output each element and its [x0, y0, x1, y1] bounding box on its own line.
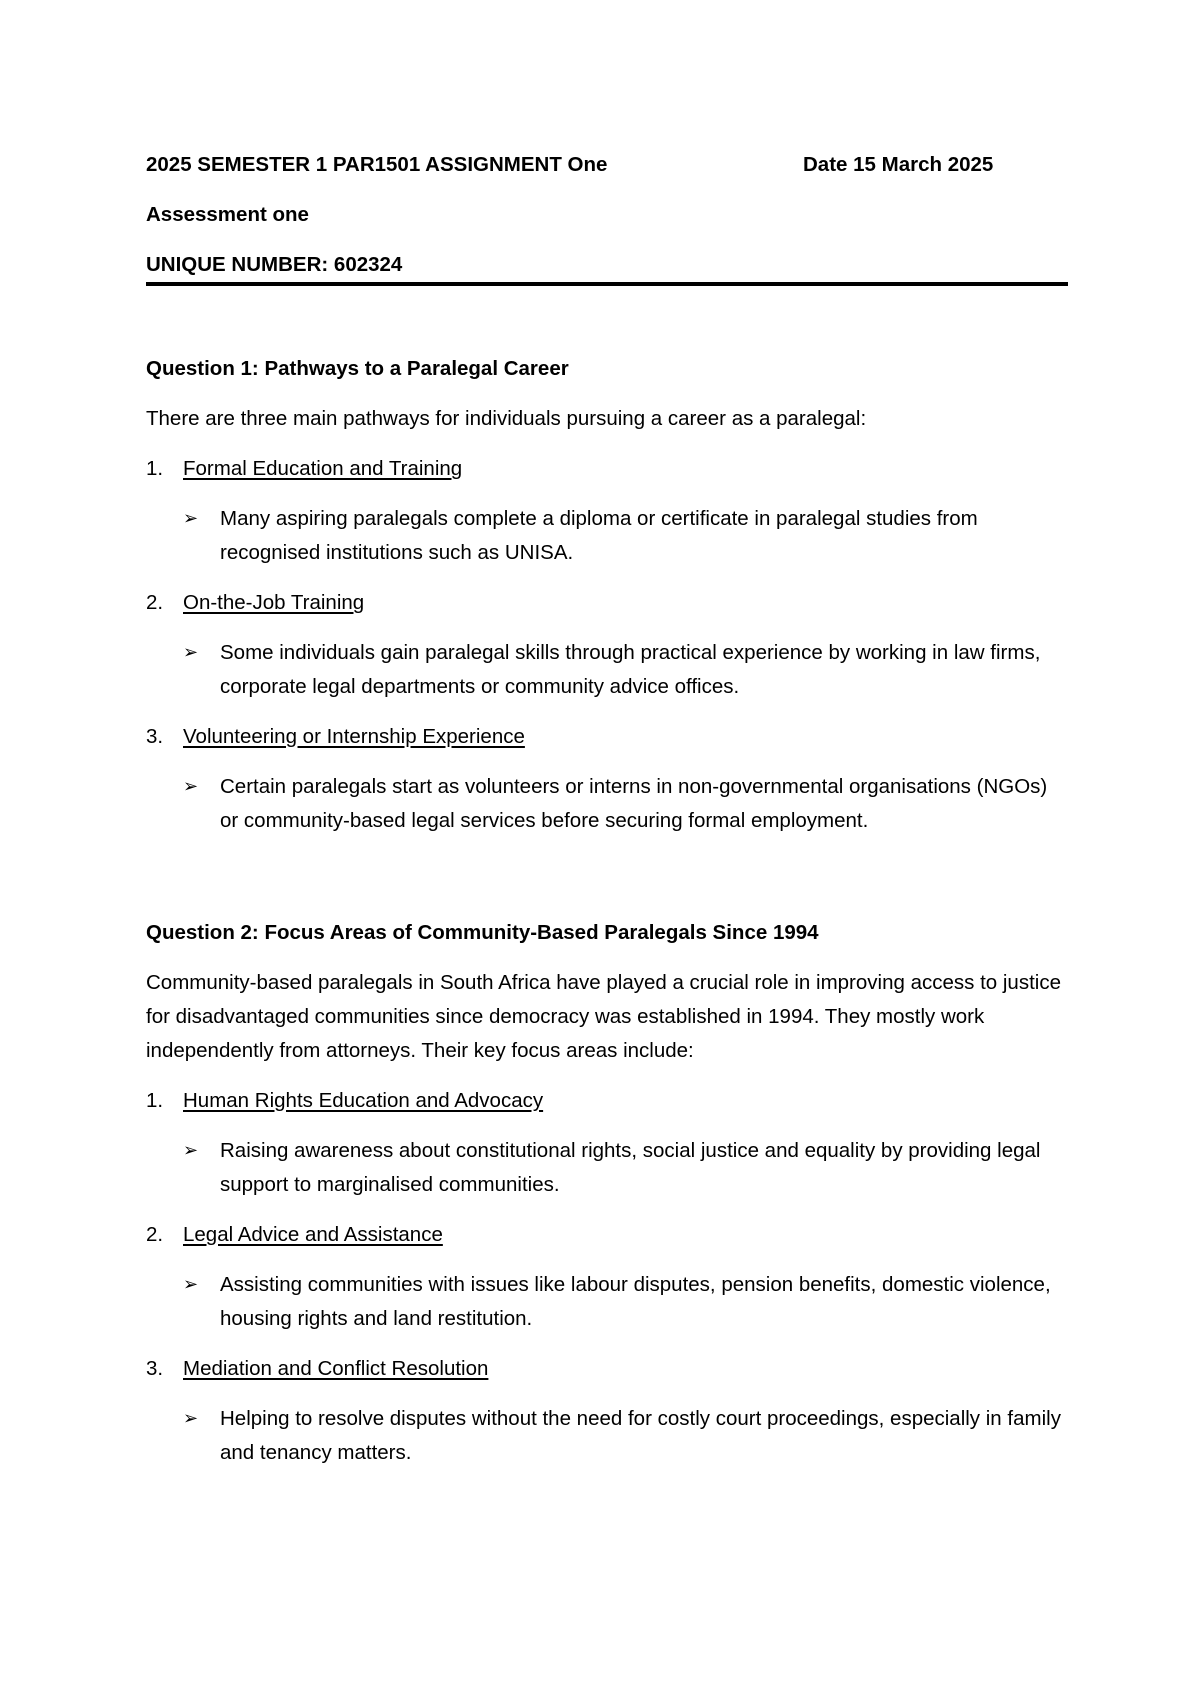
- assignment-date: Date 15 March 2025: [803, 153, 994, 176]
- item-heading: [146, 1352, 1068, 1386]
- item-title: Volunteering or Internship Experience: [183, 725, 525, 748]
- item-title: On-the-Job Training: [183, 591, 365, 614]
- arrowhead-bullet-icon: ➢: [183, 1408, 199, 1429]
- list-item: [146, 452, 1068, 570]
- unique-number: UNIQUE NUMBER: 602324: [146, 253, 403, 276]
- item-number: 1.: [146, 1089, 164, 1112]
- question-2-intro: Community-based paralegals in South Africa have played a crucial role in improving access to justice for disadvantaged communities since democracy was established in 1994. They mostly work independently from attorneys. Their key focus areas include:: [146, 971, 1061, 1062]
- list-item: [146, 720, 1068, 838]
- question-2-heading: Question 2: Focus Areas of Community-Based Paralegals Since 1994: [146, 921, 819, 944]
- bullet-text: Certain paralegals start as volunteers or interns in non-governmental organisations (NGOs) or community-based legal services before securing formal employment.: [220, 775, 1048, 832]
- item-number: 3.: [146, 1357, 164, 1380]
- assessment-label: Assessment one: [146, 203, 309, 226]
- arrowhead-bullet-icon: ➢: [183, 1274, 199, 1295]
- question-2-list: [146, 1084, 1068, 1470]
- item-title: Mediation and Conflict Resolution: [183, 1357, 489, 1380]
- bullet-text: Helping to resolve disputes without the need for costly court proceedings, especially in family and tenancy matters.: [220, 1407, 1061, 1464]
- item-title: Formal Education and Training: [183, 457, 463, 480]
- list-item: [146, 1084, 1068, 1202]
- item-bullet: [146, 1268, 1068, 1336]
- bullet-text: Some individuals gain paralegal skills through practical experience by working in law firms, corporate legal departments or community advice offices.: [220, 641, 1041, 698]
- item-title: Legal Advice and Assistance: [183, 1223, 443, 1246]
- item-heading: [146, 720, 1068, 754]
- question-1-intro: There are three main pathways for individuals pursuing a career as a paralegal:: [146, 407, 867, 430]
- list-item: [146, 1218, 1068, 1336]
- item-bullet: [146, 1402, 1068, 1470]
- document-content: [146, 148, 1068, 1464]
- header-divider: [146, 282, 1068, 286]
- item-heading: [146, 1084, 1068, 1118]
- arrowhead-bullet-icon: ➢: [183, 642, 199, 663]
- list-item: [146, 586, 1068, 704]
- item-number: 2.: [146, 591, 164, 614]
- question-1-list: [146, 452, 1068, 838]
- item-heading: [146, 452, 1068, 486]
- question-2-section: [146, 916, 1068, 1486]
- bullet-text: Many aspiring paralegals complete a diploma or certificate in paralegal studies from recognised institutions such as UNISA.: [220, 507, 978, 564]
- question-1-heading: Question 1: Pathways to a Paralegal Career: [146, 357, 569, 380]
- item-bullet: [146, 502, 1068, 570]
- item-title: Human Rights Education and Advocacy: [183, 1089, 544, 1112]
- item-heading: [146, 1218, 1068, 1252]
- item-heading: [146, 586, 1068, 620]
- item-bullet: [146, 770, 1068, 838]
- item-number: 3.: [146, 725, 164, 748]
- list-item: [146, 1352, 1068, 1470]
- arrowhead-bullet-icon: ➢: [183, 508, 199, 529]
- document-header: [146, 148, 1068, 182]
- item-number: 1.: [146, 457, 164, 480]
- arrowhead-bullet-icon: ➢: [183, 776, 199, 797]
- arrowhead-bullet-icon: ➢: [183, 1140, 199, 1161]
- question-1-section: [146, 352, 1068, 854]
- bullet-text: Raising awareness about constitutional rights, social justice and equality by providing legal support to marginalised communities.: [220, 1139, 1041, 1196]
- item-bullet: [146, 1134, 1068, 1202]
- item-bullet: [146, 636, 1068, 704]
- item-number: 2.: [146, 1223, 164, 1246]
- assignment-title: 2025 SEMESTER 1 PAR1501 ASSIGNMENT One: [146, 153, 608, 176]
- bullet-text: Assisting communities with issues like labour disputes, pension benefits, domestic violence, housing rights and land restitution.: [220, 1273, 1051, 1330]
